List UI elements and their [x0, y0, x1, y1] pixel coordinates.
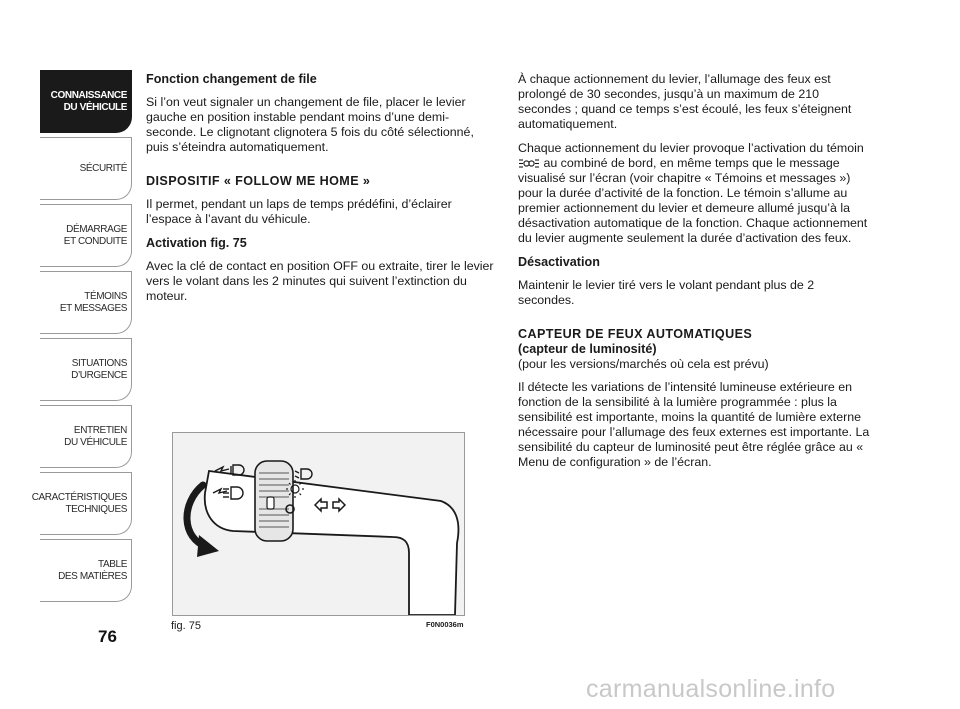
right-column	[518, 72, 870, 479]
activation-paragraph: Avec la clé de contact en position OFF ou extraite, tirer le levier vers le volant dans les 2 minutes qui suivent l’extinction du moteur.	[146, 259, 494, 303]
tab-connaissance-du-vehicule[interactable]: CONNAISSANCE DU VÉHICULE	[40, 70, 132, 133]
follow-me-home-heading: DISPOSITIF « FOLLOW ME HOME »	[146, 174, 371, 188]
low-beam-icon	[295, 469, 312, 479]
tab-table-des-matieres[interactable]: TABLE DES MATIÈRES	[40, 539, 132, 602]
follow-me-home-paragraph: Il permet, pendant un laps de temps prédéfini, d’éclairer l’espace à l’avant du véhicule.	[146, 197, 452, 226]
activation-heading: Activation fig. 75	[146, 236, 247, 250]
indicator-paragraph	[518, 141, 870, 246]
tab-entretien-du-vehicule[interactable]: ENTRETIEN DU VÉHICULE	[40, 405, 132, 468]
lever-figure	[172, 432, 465, 616]
deactivation-paragraph: Maintenir le levier tiré vers le volant pendant plus de 2 secondes.	[518, 278, 815, 307]
deactivation-heading: Désactivation	[518, 255, 600, 269]
tab-securite[interactable]: SÉCURITÉ	[40, 137, 132, 200]
watermark: carmanualsonline.info	[586, 675, 836, 703]
intro-paragraph: À chaque actionnement du levier, l’allumage des feux est prolongé de 30 secondes, jusqu’à un maximum de 210 secondes ; quand ce temps s’est écoulé, les feux s’éteignent automatiquement.	[518, 72, 852, 131]
sensor-heading: CAPTEUR DE FEUX AUTOMATIQUES	[518, 327, 753, 341]
tab-caracteristiques-techniques[interactable]: CARACTÉRISTIQUES TECHNIQUES	[40, 472, 132, 535]
lane-change-paragraph: Si l’on veut signaler un changement de file, placer le levier gauche en position instable pendant moins d’une demi-seconde. Le clignotant clignotera 5 fois du côté sélectionné, puis s’éteindra automatiquement.	[146, 95, 474, 154]
chapter-sidebar	[31, 70, 132, 606]
sensor-subheading: (capteur de luminosité)	[518, 342, 657, 356]
light-lever-illustration	[173, 433, 464, 615]
indicator-text-before: Chaque actionnement du levier provoque l’activation du témoin	[518, 141, 864, 155]
tab-demarrage-et-conduite[interactable]: DÉMARRAGE ET CONDUITE	[40, 204, 132, 267]
indicator-text-after: au combiné de bord, en même temps que le message visualisé sur l’écran (voir chapitre « Témoins et messages ») pour la durée d’activité de la fonction. Le témoin s’allume au premier actionnement du levier et demeure allumé jusqu’à la désactivation automatique de la fonction. Chaque actionnement du levier augmente seulement la durée d’activation des feux.	[518, 156, 868, 245]
tab-situations-d-urgence[interactable]: SITUATIONS D’URGENCE	[40, 338, 132, 401]
light-control-ring	[255, 461, 293, 541]
figure-code: F0N0036m	[426, 620, 464, 629]
lane-change-heading: Fonction changement de file	[146, 72, 317, 86]
sensor-paragraph: Il détecte les variations de l’intensité lumineuse extérieure en fonction de la sensibilité à la lumière programmée : plus la sensibilité est importante, moins la quantité de lumière externe nécessaire pour l’allumage des feux externes est importante. La sensibilité du capteur de luminosité peut être réglée grâce au « Menu de configuration » de l’écran.	[518, 380, 870, 469]
parking-lights-icon	[518, 158, 540, 169]
left-column	[146, 72, 494, 313]
figure-caption: fig. 75	[171, 620, 201, 632]
page-number: 76	[98, 627, 117, 646]
tab-temoins-et-messages[interactable]: TÉMOINS ET MESSAGES	[40, 271, 132, 334]
sensor-note: (pour les versions/marchés où cela est prévu)	[518, 357, 769, 371]
